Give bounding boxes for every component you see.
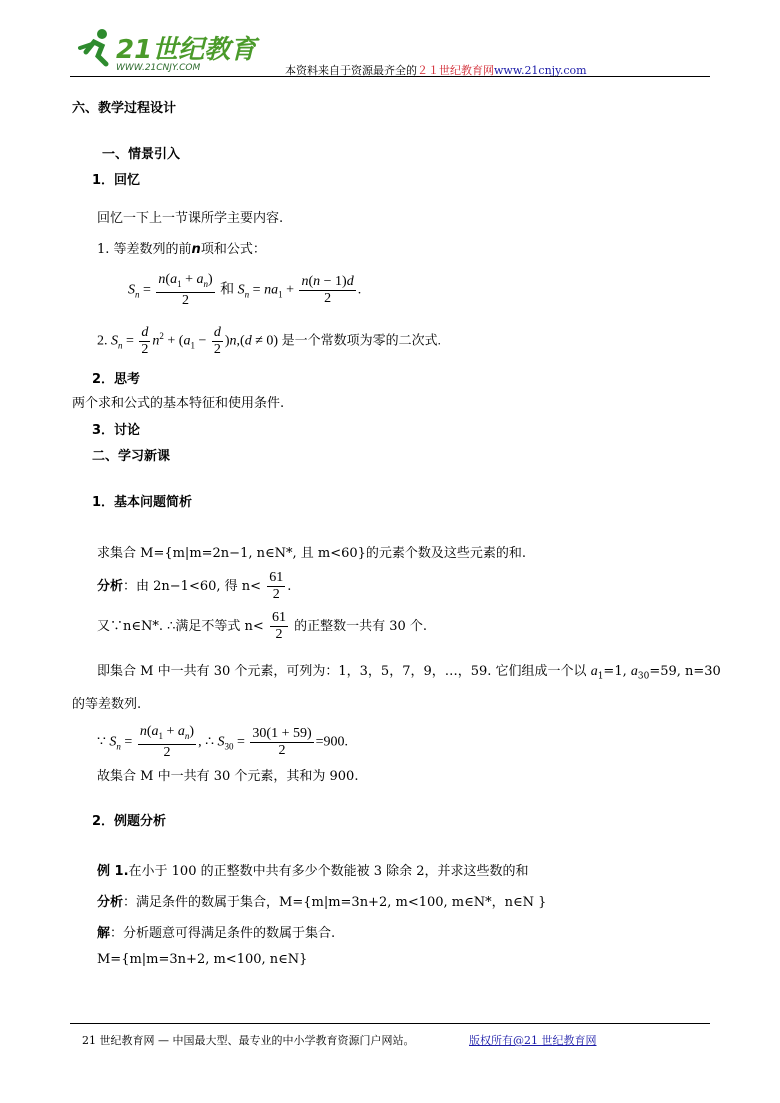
- paragraph-set-question: 求集合 M={m|m=2n−1, n∈N*, 且 m<60}的元素个数及这些元素的和.: [97, 546, 527, 561]
- example-analysis: 分析：满足条件的数属于集合，M={m|m=3n+2, m<100, m∈N*，n∈N }: [97, 895, 547, 910]
- section-heading-1: 一、情景引入: [102, 147, 181, 162]
- paragraph-item1: 1. 等差数列的前n项和公式：: [97, 242, 266, 257]
- sub-heading-think: 2．思考: [92, 372, 141, 387]
- header-divider: [70, 76, 710, 77]
- header-prefix: 本资料来自于资源最齐全的: [285, 64, 417, 77]
- header-site-name[interactable]: ２１世纪教育网: [417, 64, 494, 77]
- example-set: M={m|m=3n+2, m<100, n∈N}: [97, 952, 308, 967]
- footer-text: 21 世纪教育网 — 中国最大型、最专业的中小学教育资源门户网站。: [82, 1034, 415, 1047]
- site-logo: [72, 22, 262, 74]
- footer-copyright-link[interactable]: 版权所有@21 世纪教育网: [469, 1034, 597, 1047]
- example-solution: 解：分析题意可得满足条件的数属于集合.: [97, 926, 336, 941]
- logo-text: 21世纪教育: [116, 35, 257, 65]
- paragraph-analysis: 分析：由 2n−1<60, 得 n< $\frac{61}{2}$ .: [97, 570, 292, 602]
- paragraph-conclusion: 故集合 M 中一共有 30 个元素，其和为 900.: [97, 769, 359, 784]
- formula-sum: $S_n$ = $\frac{n(a_1 + a_n)}{2}$ 和 $S_n = na_1$ + $\frac{n(n - 1)d}{2}$ .: [128, 272, 362, 308]
- paragraph-recall: 回忆一下上一节课所学主要内容.: [97, 211, 284, 226]
- sub-heading-examples: 2．例题分析: [92, 814, 167, 829]
- sub-heading-discuss: 3．讨论: [92, 423, 141, 438]
- paragraph-think: 两个求和公式的基本特征和使用条件.: [72, 396, 285, 411]
- paragraph-sequence: 即集合 M 中一共有 30 个元素，可列为：1，3，5，7，9，…，59. 它们组成一个以 $a_1=1$, $a_{30}=59$, n=30: [97, 664, 721, 682]
- example-1: 例 1.在小于 100 的正整数中共有多少个数能被 3 除余 2，并求这些数的和: [97, 864, 529, 879]
- logo-url: WWW.21CNJY.COM: [116, 63, 201, 73]
- formula-quadratic: 2. $S_n$ = $\frac{d}{2}$ $n^2 + (a_1$ − $\frac{d}{2}$ )n,(d ≠ 0) 是一个常数项为零的二次式.: [97, 325, 441, 357]
- footer-divider: [70, 1023, 710, 1024]
- formula-sum-result: ∵ $S_n$ = $\frac{n(a_1 + a_n)}{2}$ , ∴ $S_{30}$ = $\frac{30(1 + 59)}{2}$ =900.: [97, 724, 349, 760]
- paragraph-sequence-tail: 的等差数列.: [72, 697, 142, 712]
- section-title-main: 六、教学过程设计: [72, 101, 177, 116]
- section-heading-2: 二、学习新课: [92, 449, 171, 464]
- sub-heading-basic: 1．基本问题简析: [92, 495, 193, 510]
- sub-heading-recall: 1．回忆: [92, 173, 141, 188]
- paragraph-also: 又∵n∈N*. ∴满足不等式 n< $\frac{61}{2}$ 的正整数一共有 30 个.: [97, 610, 428, 642]
- header-site-url[interactable]: www.21cnjy.com: [494, 64, 587, 77]
